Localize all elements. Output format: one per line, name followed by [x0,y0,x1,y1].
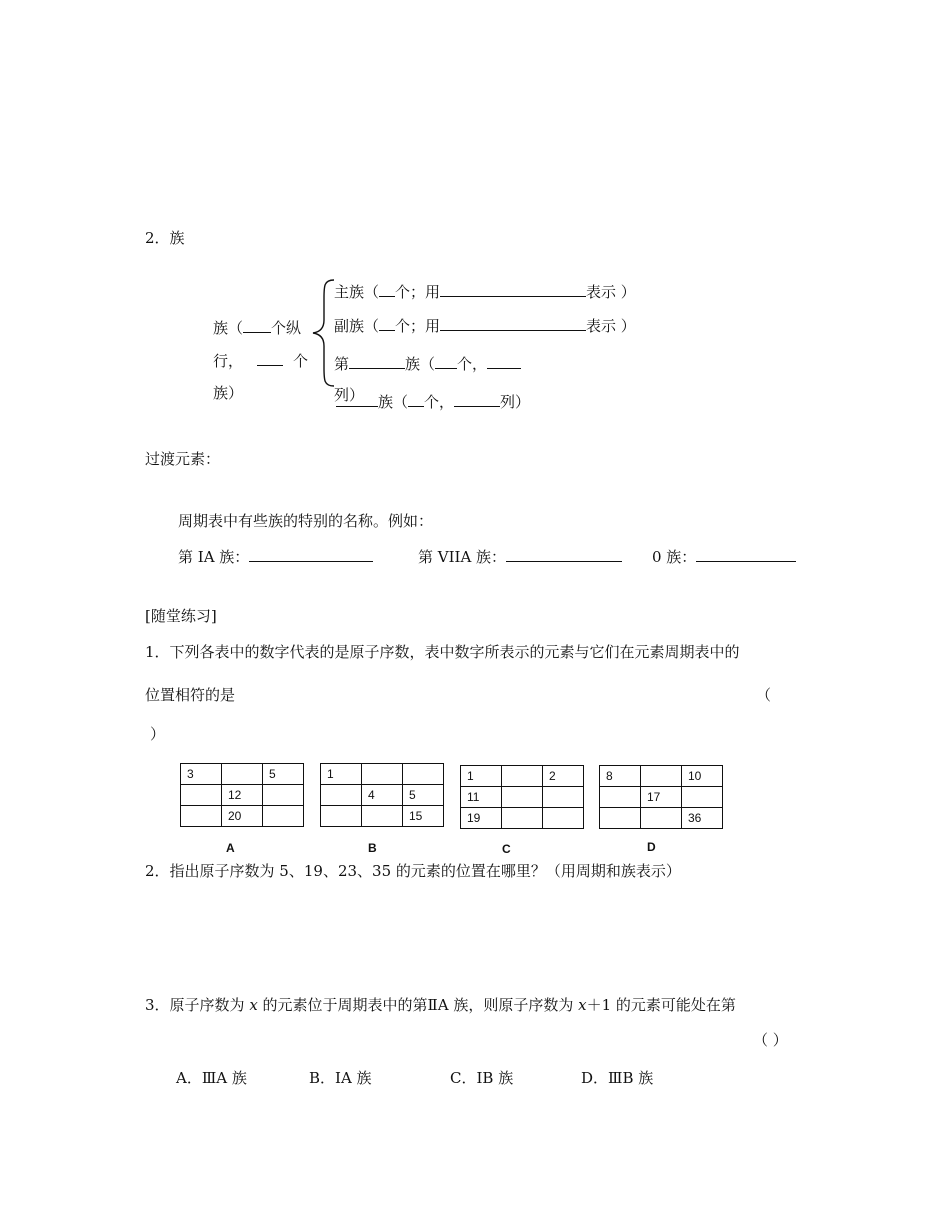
branch-sub-group [334,316,636,335]
branch-text: 族（ [405,355,436,373]
blank[interactable] [379,316,395,331]
option-d[interactable]: D．ⅢB 族 [581,1069,654,1087]
branch-text: 个；用 [395,283,441,301]
answer-paren: （ ） [753,1031,788,1049]
branch-text: 主族（ [334,283,380,301]
branch-eighth-group [334,354,521,373]
table-cell [641,766,682,787]
table-cell: 2 [543,766,584,787]
branch-text: 表示 ） [586,283,636,301]
table-cell [222,764,263,785]
blank[interactable] [336,392,378,407]
option-a[interactable]: A．ⅢA 族 [176,1069,247,1087]
question-3-text: ＋1 的元素可能处在第 [586,996,736,1014]
question-1-line1: 1．下列各表中的数字代表的是原子序数，表中数字所表示的元素与它们在元素周期表中的 [145,643,740,661]
branch-zero-group [336,392,530,411]
blank[interactable] [696,547,796,562]
table-cell [502,808,543,829]
curly-brace-icon [310,278,336,388]
blank[interactable] [506,547,622,562]
option-label-c: C [502,842,511,856]
table-cell [641,808,682,829]
option-table-d [599,765,723,829]
blank[interactable] [435,354,457,369]
table-cell [263,785,304,806]
section-heading: 2．族 [145,229,185,247]
branch-text: 副族（ [334,317,380,335]
table-cell [362,764,403,785]
table-cell: 12 [222,785,263,806]
branch-text: 个， [457,355,488,373]
special-item-label: 0 族： [652,548,697,566]
variable-x: x [578,996,587,1014]
table-cell [181,785,222,806]
table-cell [321,806,362,827]
option-label-d: D [647,840,656,854]
table-cell [362,806,403,827]
table-cell: 1 [461,766,502,787]
transition-label: 过渡元素： [145,450,221,468]
special-item-label: 第 IA 族： [178,548,250,566]
blank[interactable] [243,318,271,333]
option-label-b: B [368,841,377,855]
blank[interactable] [440,316,586,331]
option-table-b [320,763,444,827]
table-cell [543,787,584,808]
special-item-label: 第 VIIA 族： [418,548,507,566]
blank[interactable] [487,354,521,369]
group-left-text: 族） [213,384,244,402]
group-left-text: 族（ [213,319,244,337]
question-3-text: 的元素位于周期表中的第ⅡA 族，则原子序数为 [257,996,579,1014]
table-cell [600,787,641,808]
table-cell: 19 [461,808,502,829]
option-b[interactable]: B．ⅠA 族 [309,1069,372,1087]
answer-paren-open: （ [756,686,772,704]
blank[interactable] [349,354,405,369]
table-cell [263,806,304,827]
special-item-zero [652,547,796,566]
branch-text: 个；用 [395,317,441,335]
group-left-text: 个 [293,352,309,370]
special-item-viia [418,547,622,566]
variable-x: x [249,996,258,1014]
table-cell: 36 [682,808,723,829]
table-cell: 1 [321,764,362,785]
special-item-ia [178,547,373,566]
blank[interactable] [454,392,500,407]
table-cell [502,766,543,787]
branch-text: 个， [424,393,455,411]
table-cell: 10 [682,766,723,787]
table-cell [682,787,723,808]
practice-heading: [随堂练习] [145,607,217,625]
answer-paren-close: ） [150,725,166,743]
table-cell: 15 [403,806,444,827]
special-intro: 周期表中有些族的特别的名称。例如： [178,512,434,530]
blank[interactable] [440,282,586,297]
blank[interactable] [379,282,395,297]
group-left-text: 个纵 [271,319,302,337]
option-table-a [180,763,304,827]
question-2: 2．指出原子序数为 5、19、23、35 的元素的位置在哪里？（用周期和族表示） [145,862,681,880]
table-cell [403,764,444,785]
option-label-a: A [226,841,235,855]
blank[interactable] [249,547,373,562]
table-cell: 20 [222,806,263,827]
table-cell: 3 [181,764,222,785]
branch-text: 列） [334,386,365,404]
branch-main-group [334,282,636,301]
table-cell: 5 [263,764,304,785]
group-left-text: 行， [213,352,244,370]
table-cell [321,785,362,806]
question-1-line2: 位置相符的是 [145,686,236,704]
branch-text: 第 [334,355,350,373]
table-cell [181,806,222,827]
branch-text: 表示 ） [586,317,636,335]
table-cell: 5 [403,785,444,806]
table-cell: 4 [362,785,403,806]
option-c[interactable]: C．ⅠB 族 [450,1069,514,1087]
branch-text: 族（ [378,393,409,411]
table-cell: 8 [600,766,641,787]
table-cell [543,808,584,829]
branch-text: 列） [500,393,531,411]
option-table-c [460,765,584,829]
question-3 [145,996,736,1014]
table-cell: 17 [641,787,682,808]
blank[interactable] [257,351,283,366]
table-cell [600,808,641,829]
table-cell [502,787,543,808]
table-cell: 11 [461,787,502,808]
blank[interactable] [408,392,424,407]
question-3-text: 3．原子序数为 [145,996,250,1014]
